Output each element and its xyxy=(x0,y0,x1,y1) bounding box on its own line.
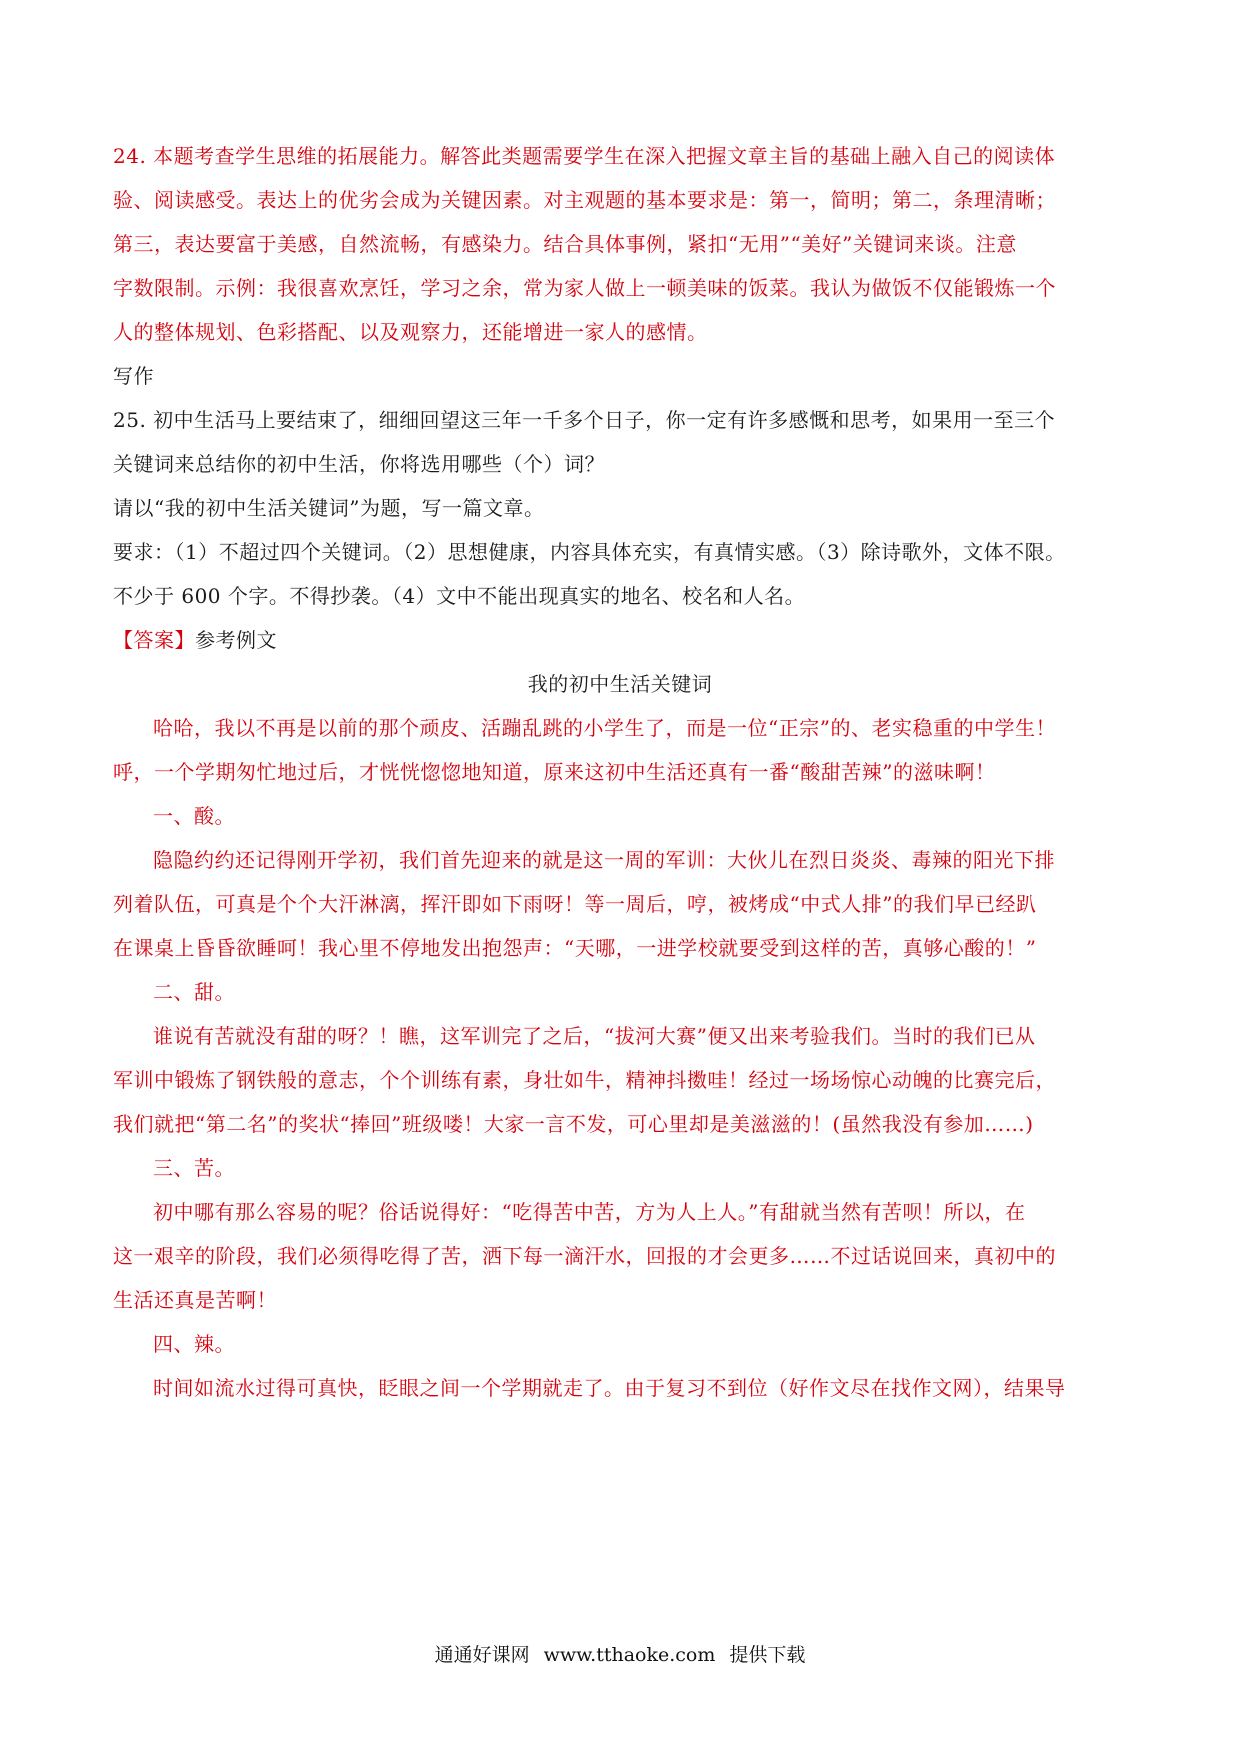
essay-subheading-bitter: 三、苦。 xyxy=(153,1156,235,1180)
essay-line: 列着队伍，可真是个个大汗淋漓，挥汗即如下雨呀！等一周后，哼，被烤成“中式人排”的我们早已经趴 xyxy=(113,892,1037,916)
q25-line-3: 请以“我的初中生活关键词”为题，写一篇文章。 xyxy=(113,496,545,520)
q25-line-4: 要求：（1）不超过四个关键词。（2）思想健康，内容具体充实，有真情实感。（3）除诗歌外，文体不限。 xyxy=(113,540,1066,564)
essay-line: 这一艰辛的阶段，我们必须得吃得了苦，洒下每一滴汗水，回报的才会更多……不过话说回来，真初中的 xyxy=(113,1244,1056,1268)
essay-line: 军训中锻炼了钢铁般的意志，个个训练有素，身壮如牛，精神抖擞哇！经过一场场惊心动魄的比赛完后， xyxy=(113,1068,1056,1092)
answer-label-suffix: 参考例文 xyxy=(195,628,277,652)
essay-line: 呼，一个学期匆忙地过后，才恍恍惚惚地知道，原来这初中生活还真有一番“酸甜苦辣”的滋味啊！ xyxy=(113,760,996,784)
answer-label: 【答案】 xyxy=(113,628,195,652)
essay-subheading-sweet: 二、甜。 xyxy=(153,980,235,1004)
q24-line-1: 24. 本题考查学生思维的拓展能力。解答此类题需要学生在深入把握文章主旨的基础上融入自己的阅读体 xyxy=(113,144,1056,168)
essay-line: 在课桌上昏昏欲睡呵！我心里不停地发出抱怨声：“天哪，一进学校就要受到这样的苦，真够心酸的！” xyxy=(113,936,1037,960)
essay-line: 生活还真是苦啊！ xyxy=(113,1288,277,1312)
essay-line: 哈哈，我以不再是以前的那个顽皮、活蹦乱跳的小学生了，而是一位“正宗”的、老实稳重的中学生！ xyxy=(153,716,1056,740)
section-label-writing: 写作 xyxy=(113,364,154,388)
essay-line: 谁说有苦就没有甜的呀？！瞧，这军训完了之后，“拔河大赛”便又出来考验我们。当时的我们已从 xyxy=(153,1024,1036,1048)
q24-line-2: 验、阅读感受。表达上的优劣会成为关键因素。对主观题的基本要求是：第一，简明；第二，条理清晰； xyxy=(113,188,1056,212)
essay-title: 我的初中生活关键词 xyxy=(527,672,713,696)
essay-line: 初中哪有那么容易的呢？俗话说得好：“吃得苦中苦，方为人上人。”有甜就当然有苦呗！所以，在 xyxy=(153,1200,1026,1224)
footer-suffix: 提供下载 xyxy=(729,1644,806,1666)
essay-subheading-spicy: 四、辣。 xyxy=(153,1332,235,1356)
q25-line-2: 关键词来总结你的初中生活，你将选用哪些（个）词？ xyxy=(113,452,605,476)
essay-line: 时间如流水过得可真快，眨眼之间一个学期就走了。由于复习不到位（好作文尽在找作文网），结果导 xyxy=(153,1376,1066,1400)
q25-line-5: 不少于 600 个字。不得抄袭。（4）文中不能出现真实的地名、校名和人名。 xyxy=(113,584,806,608)
q25-line-1: 25. 初中生活马上要结束了，细细回望这三年一千多个日子，你一定有许多感慨和思考，如果用一至三个 xyxy=(113,408,1056,432)
footer-url[interactable]: www.tthaoke.com xyxy=(543,1644,716,1666)
essay-line: 隐隐约约还记得刚开学初，我们首先迎来的就是这一周的军训：大伙儿在烈日炎炎、毒辣的阳光下排 xyxy=(153,848,1055,872)
page-footer xyxy=(0,1640,1240,1670)
q24-line-4: 字数限制。示例：我很喜欢烹饪，学习之余，常为家人做上一顿美味的饭菜。我认为做饭不仅能锻炼一个 xyxy=(113,276,1056,300)
essay-line: 我们就把“第二名”的奖状“捧回”班级喽！大家一言不发，可心里却是美滋滋的！(虽然我没有参加……) xyxy=(113,1112,1034,1136)
q24-line-3: 第三，表达要富于美感，自然流畅，有感染力。结合具体事例，紧扣“无用”“美好”关键词来谈。注意 xyxy=(113,232,1017,256)
answer-heading xyxy=(113,625,1133,655)
footer-site-name: 通通好课网 xyxy=(434,1644,530,1666)
q24-line-5: 人的整体规划、色彩搭配、以及观察力，还能增进一家人的感情。 xyxy=(113,320,708,344)
essay-subheading-sour: 一、酸。 xyxy=(153,804,235,828)
